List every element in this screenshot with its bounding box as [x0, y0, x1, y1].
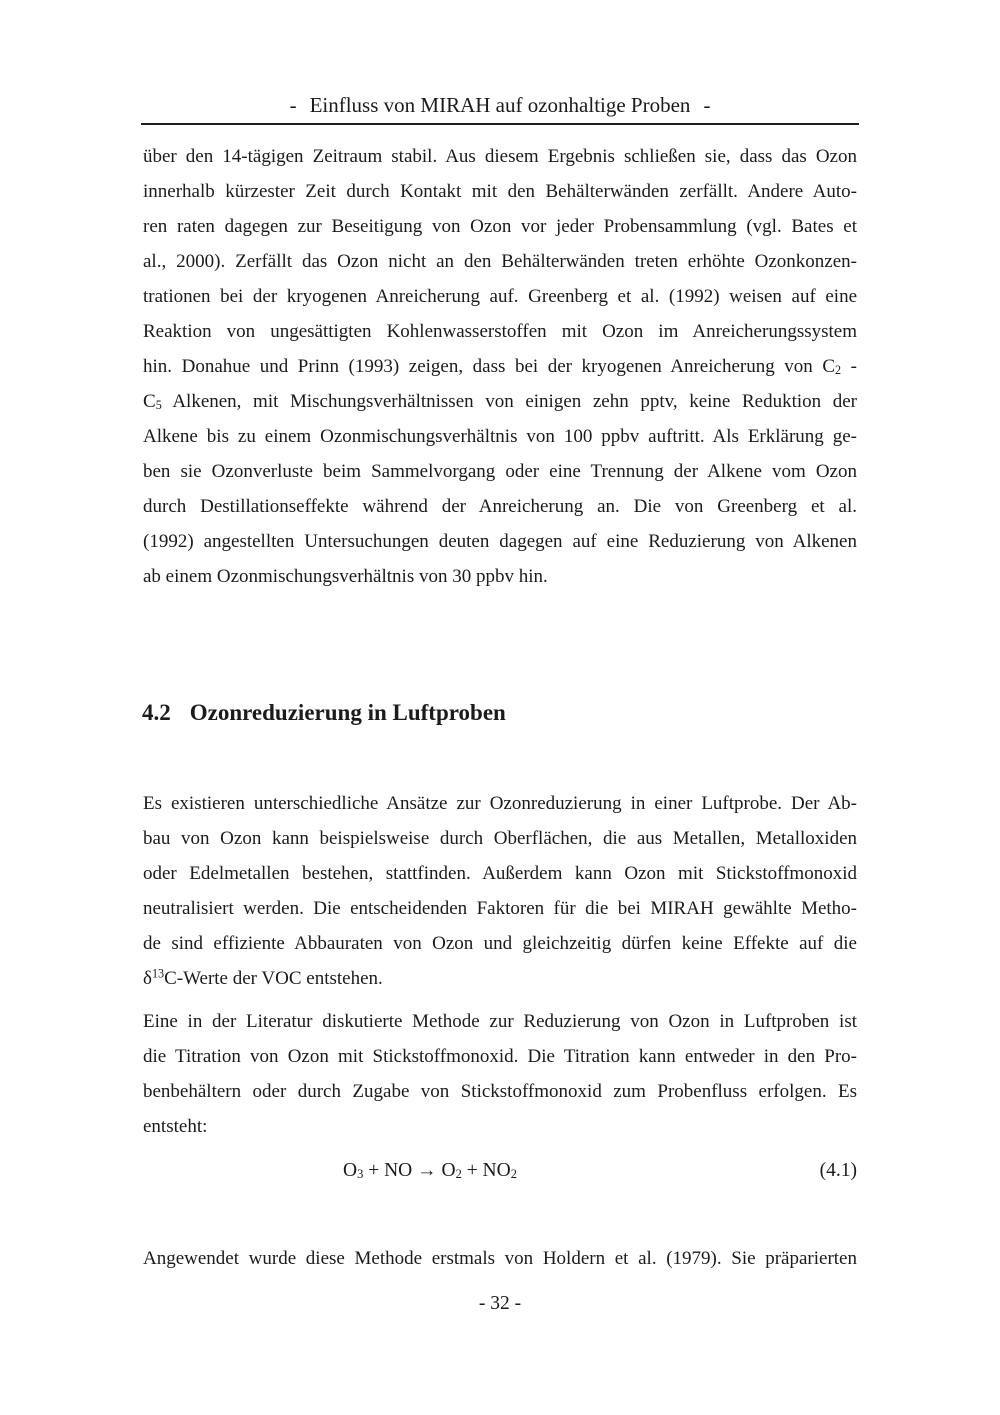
header-right-dash: -: [703, 93, 711, 117]
text-line: hin. Donahue und Prinn (1993) zeigen, dass bei der kryogenen Anreicherung von $C_2$ -: [143, 356, 857, 378]
paragraph-ozone-reduction-approaches: [143, 786, 857, 996]
equation-4-1: [143, 1153, 857, 1188]
header-rule: [141, 123, 859, 125]
page-number: - 32 -: [478, 1293, 522, 1314]
header-left-dash: -: [289, 93, 297, 117]
text-line: $\delta^{13}C$-Werte der VOC entstehen.: [143, 966, 383, 989]
text-line: al., 2000). Zerfällt das Ozon nicht an den Behälterwänden treten erhöhte Ozonkonzen-: [143, 251, 857, 272]
text-line: bau von Ozon kann beispielsweise durch Oberflächen, die aus Metallen, Metalloxiden: [143, 828, 857, 849]
text-line: entsteht:: [143, 1116, 208, 1137]
text-line: neutralisiert werden. Die entscheidenden Faktoren für die bei MIRAH gewählte Metho-: [143, 898, 857, 919]
equation-number: (4.1): [819, 1160, 857, 1181]
section-number: 4.2: [142, 700, 171, 725]
text-line: innerhalb kürzester Zeit durch Kontakt mit den Behälterwänden zerfällt. Andere Auto-: [143, 181, 857, 202]
section-title: Ozonreduzierung in Luftproben: [189, 700, 506, 725]
text-line: ren raten dagegen zur Beseitigung von Ozon vor jeder Probensammlung (vgl. Bates et: [143, 216, 857, 237]
text-line: Reaktion von ungesättigten Kohlenwasserstoffen mit Ozon im Anreicherungssystem: [143, 321, 857, 342]
text-line: Alkene bis zu einem Ozonmischungsverhältnis von 100 ppbv auftritt. Als Erklärung ge-: [143, 426, 857, 447]
text-line: Es existieren unterschiedliche Ansätze zur Ozonreduzierung in einer Luftprobe. Der Ab-: [143, 793, 857, 814]
header-title: Einfluss von MIRAH auf ozonhaltige Proben: [309, 93, 691, 117]
paragraph-titration-method: [143, 1004, 857, 1144]
running-header: [143, 92, 857, 118]
text-line: durch Destillationseffekte während der Anreicherung an. Die von Greenberg et al.: [143, 496, 857, 517]
text-line: trationen bei der kryogenen Anreicherung auf. Greenberg et al. (1992) weisen auf eine: [143, 286, 857, 307]
text-line: benbehältern oder durch Zugabe von Stickstoffmonoxid zum Probenfluss erfolgen. Es: [143, 1081, 857, 1102]
text-line: Eine in der Literatur diskutierte Methode zur Reduzierung von Ozon in Luftproben ist: [143, 1011, 857, 1032]
paragraph-holdern-method: [143, 1241, 857, 1276]
text-line: Angewendet wurde diese Methode erstmals von Holdern et al. (1979). Sie präparierten: [143, 1248, 857, 1269]
equation-formula: $O_3$ + NO → $O_2 + NO_2$: [343, 1160, 517, 1182]
text-line: über den 14-tägigen Zeitraum stabil. Aus diesem Ergebnis schließen sie, dass das Ozon: [143, 146, 857, 167]
section-heading: [142, 697, 856, 729]
text-line: de sind effiziente Abbauraten von Ozon und gleichzeitig dürfen keine Effekte auf die: [143, 933, 857, 954]
paragraph-ozone-stability: [143, 139, 857, 594]
text-line: $C_5$ Alkenen, mit Mischungsverhältnissen von einigen zehn pptv, keine Reduktion der: [143, 391, 857, 413]
text-line: ben sie Ozonverluste beim Sammelvorgang oder eine Trennung der Alkene vom Ozon: [143, 461, 857, 482]
text-line: oder Edelmetallen bestehen, stattfinden. Außerdem kann Ozon mit Stickstoffmonoxid: [143, 863, 857, 884]
text-line: die Titration von Ozon mit Stickstoffmonoxid. Die Titration kann entweder in den Pro-: [143, 1046, 857, 1067]
text-line: ab einem Ozonmischungsverhältnis von 30 ppbv hin.: [143, 566, 548, 587]
text-line: (1992) angestellten Untersuchungen deuten dagegen auf eine Reduzierung von Alkenen: [143, 531, 857, 552]
